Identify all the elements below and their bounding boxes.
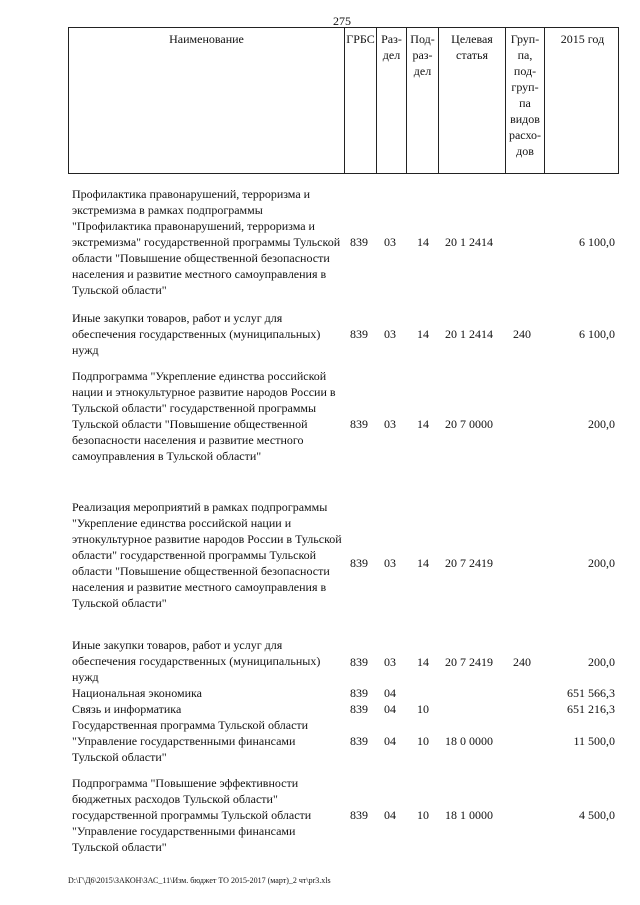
- table-row: [68, 717, 619, 767]
- row-grp: 240: [513, 655, 531, 669]
- table-row: [68, 310, 619, 360]
- row-cs: 20 1 2414: [445, 235, 493, 249]
- page-number: 275: [333, 14, 351, 28]
- row-sum: 200,0: [588, 655, 615, 669]
- row-name: Иные закупки товаров, работ и услуг для обеспечения государственных (муниципальных) нужд: [72, 311, 321, 357]
- row-grbs: 839: [350, 235, 368, 249]
- row-podrazdel: 10: [417, 734, 429, 748]
- table-row: [68, 368, 619, 482]
- row-razdel: 03: [384, 556, 396, 570]
- row-name: Связь и информатика: [72, 702, 182, 716]
- row-grbs: 839: [350, 655, 368, 669]
- row-sum: 200,0: [588, 417, 615, 431]
- table-row: [68, 499, 619, 627]
- row-podrazdel: 10: [417, 702, 429, 716]
- header-celevaya: Целевая статья: [438, 28, 505, 173]
- table-row: [68, 775, 619, 857]
- row-cs: 20 7 0000: [445, 417, 493, 431]
- row-razdel: 04: [384, 734, 396, 748]
- table-row: [68, 685, 619, 701]
- row-name: Реализация мероприятий в рамках подпрограммы "Укрепление единства российской нации и этнокультурное развитие народов России в Тульской области" государственной программы Тульской области "Повышение общественной безопасности населения и развитие местного самоуправления в Тульской области": [72, 500, 342, 610]
- row-grbs: 839: [350, 734, 368, 748]
- table-header: [68, 27, 619, 174]
- table-row: [68, 637, 619, 687]
- footer-file-path: D:\Г\Д6\2015\ЗАКОН\ЗАС_11\Изм. бюджет ТО 2015-2017 (март)_2 чт\pr3.xls: [68, 876, 331, 885]
- header-grbs: ГРБС: [344, 28, 376, 173]
- header-razdel: Раз- дел: [376, 28, 406, 173]
- row-sum: 4 500,0: [579, 808, 615, 822]
- row-sum: 651 216,3: [567, 702, 615, 716]
- row-name: Государственная программа Тульской области "Управление государственными финансами Тульской области": [72, 718, 309, 764]
- row-name: Подпрограмма "Укрепление единства российской нации и этнокультурное развитие народов России в Тульской области" государственной программы Тульской области "Повышение общественной безопасности населения и развитие местного самоуправления в Тульской области": [72, 369, 336, 463]
- header-podrazdel: Под- раз- дел: [406, 28, 438, 173]
- row-razdel: 03: [384, 327, 396, 341]
- row-cs: 20 7 2419: [445, 556, 493, 570]
- row-razdel: 04: [384, 686, 396, 700]
- header-name: Наименование: [169, 32, 244, 46]
- row-grbs: 839: [350, 327, 368, 341]
- row-podrazdel: 14: [417, 556, 429, 570]
- row-podrazdel: 14: [417, 417, 429, 431]
- row-name: Подпрограмма "Повышение эффективности бюджетных расходов Тульской области" государственной программы Тульской области "Управление государственными финансами Тульской области": [72, 776, 312, 854]
- row-podrazdel: 14: [417, 655, 429, 669]
- row-grbs: 839: [350, 556, 368, 570]
- table-row: [68, 186, 619, 298]
- row-sum: 651 566,3: [567, 686, 615, 700]
- row-podrazdel: 14: [417, 235, 429, 249]
- table-row: [68, 701, 619, 717]
- row-razdel: 03: [384, 417, 396, 431]
- row-razdel: 03: [384, 655, 396, 669]
- row-podrazdel: 10: [417, 808, 429, 822]
- row-name: Профилактика правонарушений, терроризма и экстремизма в рамках подпрограммы "Профилактика правонарушений, терроризма и экстремизма" государственной программы Тульской области "Повышение общественной безопасности населения и развитие местного самоуправления в Тульской области": [72, 187, 341, 297]
- row-name: Национальная экономика: [72, 686, 202, 700]
- row-grbs: 839: [350, 702, 368, 716]
- row-sum: 200,0: [588, 556, 615, 570]
- row-sum: 6 100,0: [579, 235, 615, 249]
- header-year: 2015 год: [544, 28, 620, 173]
- row-razdel: 04: [384, 808, 396, 822]
- row-cs: 18 1 0000: [445, 808, 493, 822]
- row-grbs: 839: [350, 686, 368, 700]
- row-cs: 20 7 2419: [445, 655, 493, 669]
- row-grbs: 839: [350, 417, 368, 431]
- row-podrazdel: 14: [417, 327, 429, 341]
- row-grbs: 839: [350, 808, 368, 822]
- row-razdel: 03: [384, 235, 396, 249]
- row-sum: 11 500,0: [573, 734, 615, 748]
- row-sum: 6 100,0: [579, 327, 615, 341]
- row-razdel: 04: [384, 702, 396, 716]
- row-cs: 20 1 2414: [445, 327, 493, 341]
- header-gruppa: Груп- па, под- груп- па видов расхо- дов: [505, 28, 544, 173]
- row-grp: 240: [513, 327, 531, 341]
- row-cs: 18 0 0000: [445, 734, 493, 748]
- row-name: Иные закупки товаров, работ и услуг для обеспечения государственных (муниципальных) нужд: [72, 638, 321, 684]
